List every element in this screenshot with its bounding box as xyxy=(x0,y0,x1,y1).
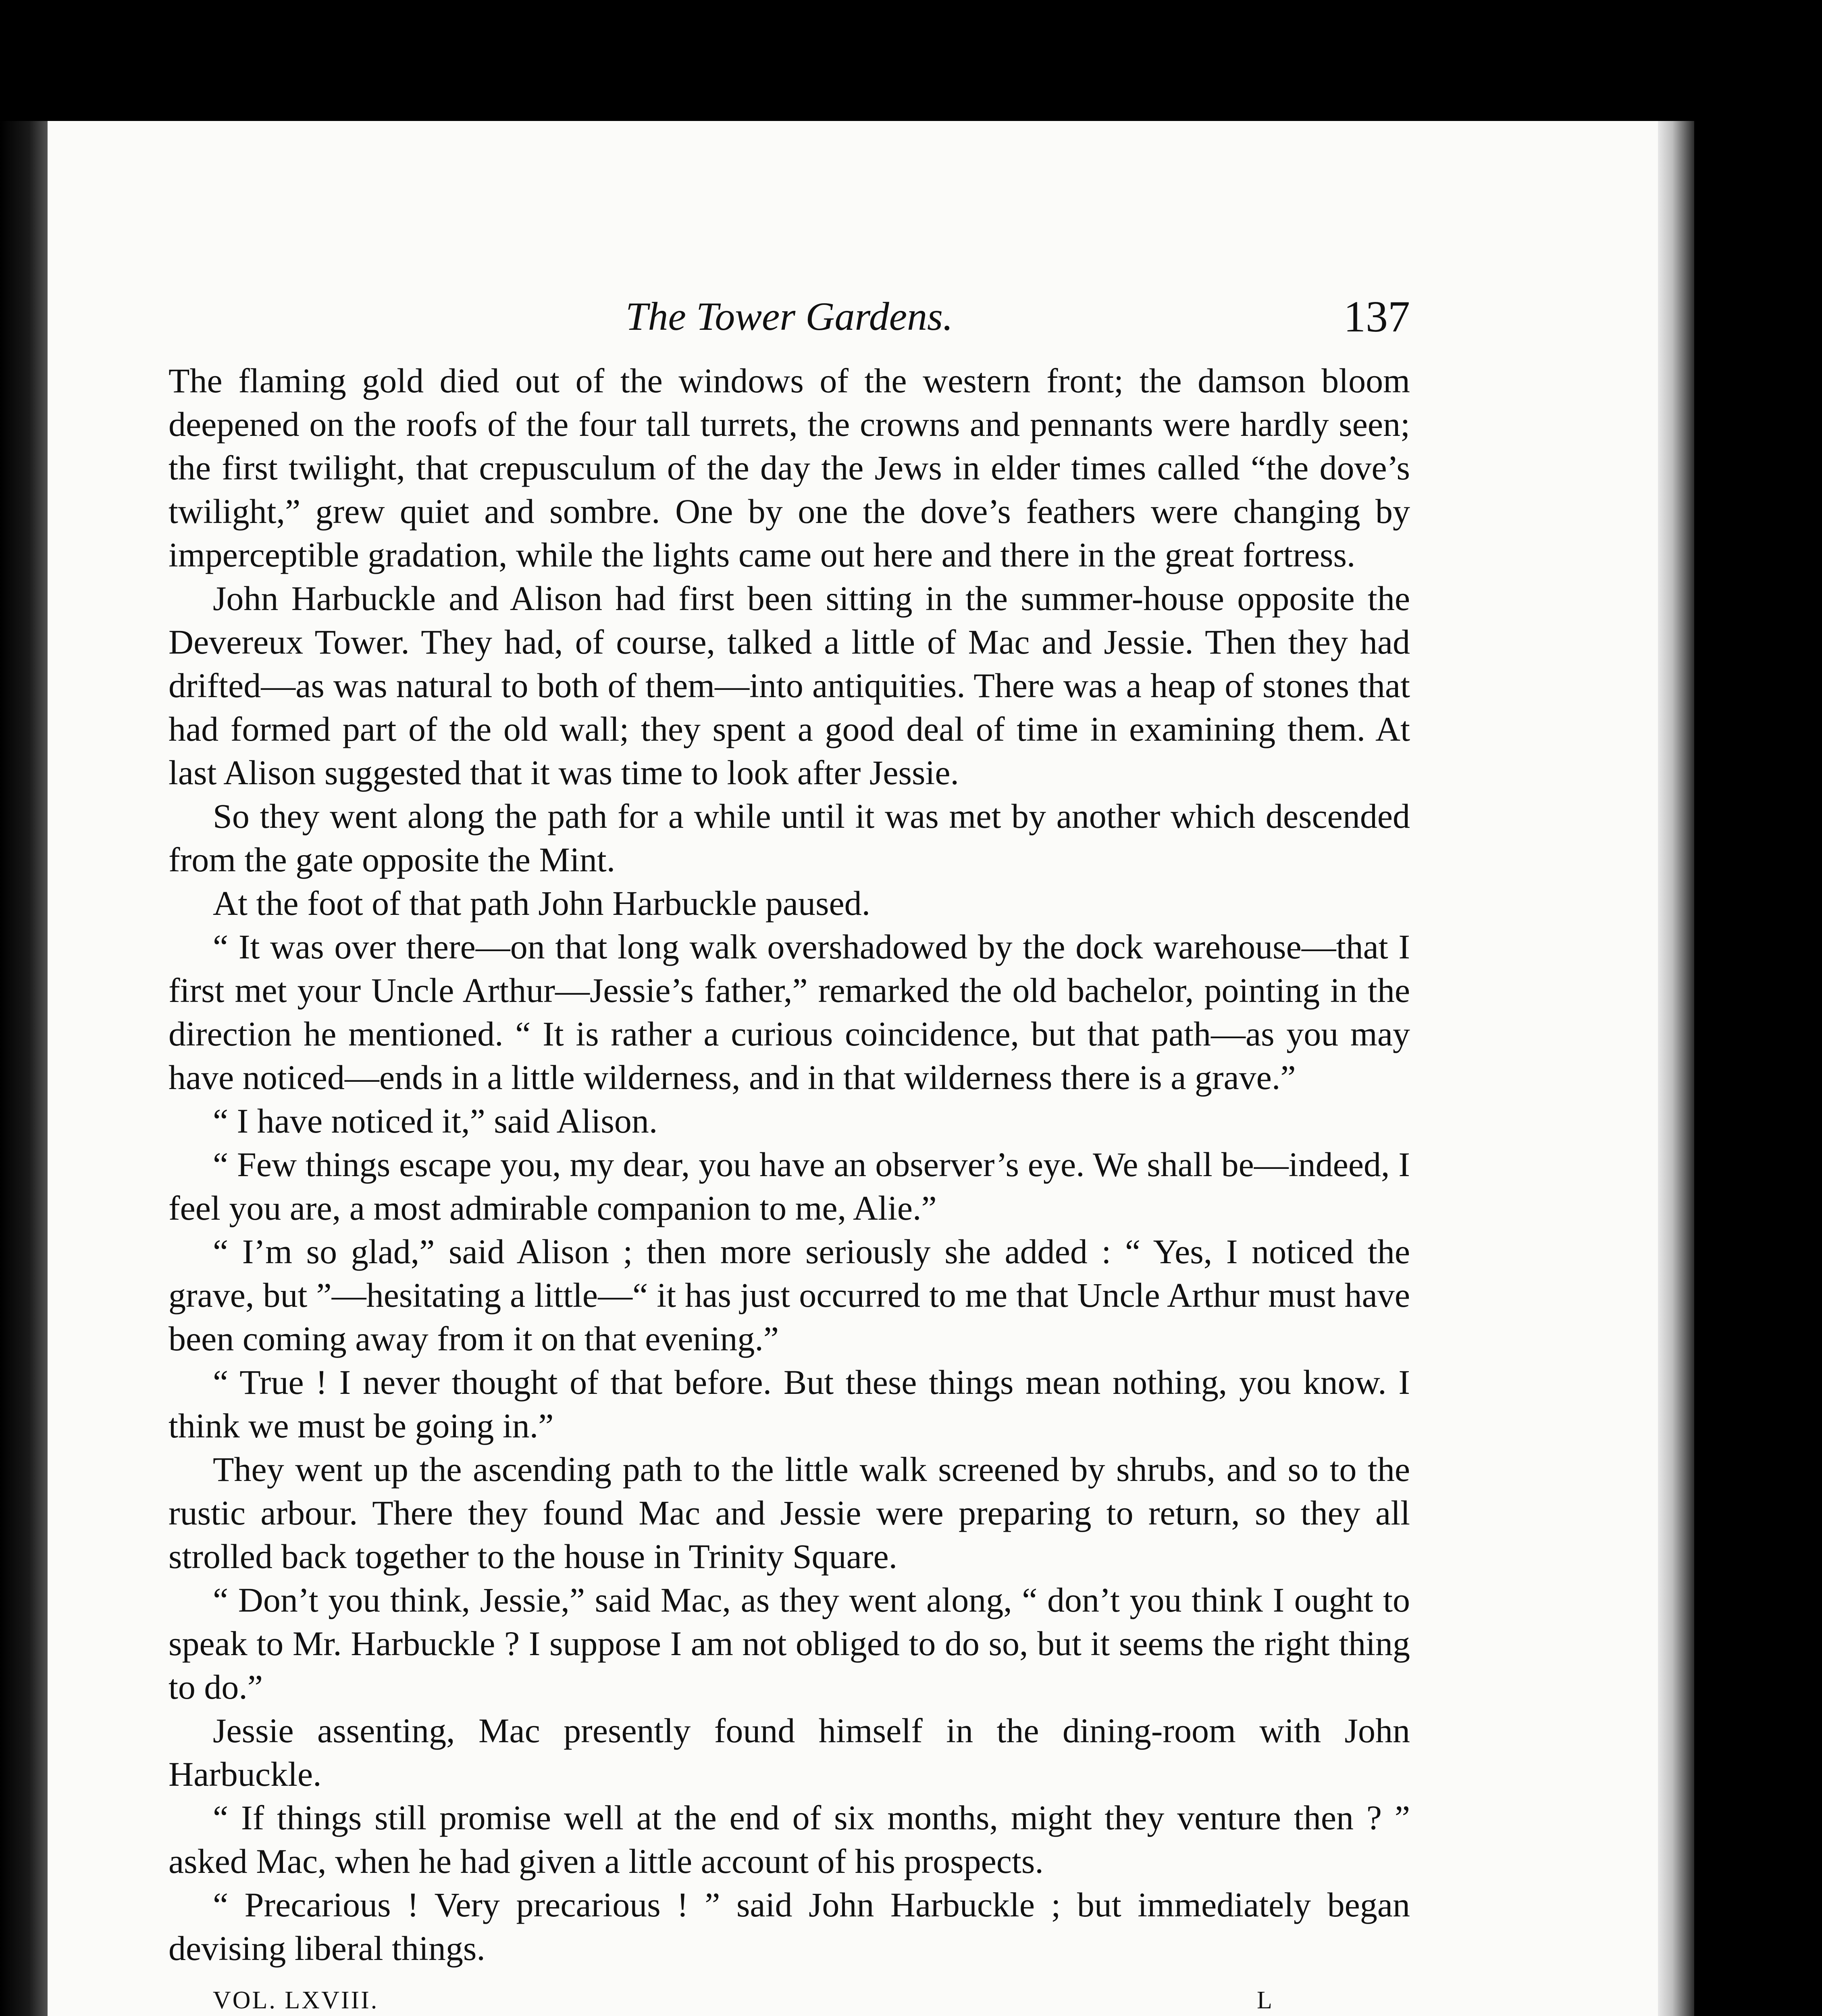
paragraph: “ It was over there—on that long walk overshadowed by the dock warehouse—that I first met your Uncle Arthur—Jessie’s father,” remarked the old bachelor, pointing in the direction he mentioned. “ It is rather a curious coincidence, but that path—as you may have noticed—ends in a little wilderness, and in that wilderness there is a grave.” xyxy=(168,927,1410,1097)
volume-label: VOL. LXVIII. xyxy=(213,1987,379,2014)
page-edge xyxy=(1658,121,1694,2016)
paragraph: Jessie assenting, Mac presently found himself in the dining-room with John Harbuckle. xyxy=(168,1711,1410,1793)
paragraph: “ Few things escape you, my dear, you have an observer’s eye. We shall be—indeed, I feel you are, a most admirable companion to me, Alie.” xyxy=(168,1145,1410,1227)
paragraph: John Harbuckle and Alison had first been sitting in the summer-house opposite the Devereux Tower. They had, of course, talked a little of Mac and Jessie. Then they had drifted—as was natural to both of them—into antiquities. There was a heap of stones that had formed part of the old wall; they spent a good deal of time in examining them. At last Alison suggested that it was time to look after Jessie. xyxy=(168,579,1410,792)
paragraph: So they went along the path for a while until it was met by another which descended from the gate opposite the Mint. xyxy=(168,797,1410,879)
paragraph: “ I have noticed it,” said Alison. xyxy=(213,1102,658,1140)
paragraph: At the foot of that path John Harbuckle paused. xyxy=(213,884,871,923)
paragraph: “ If things still promise well at the end of six months, might they venture then ? ” asked Mac, when he had given a little account of his prospects. xyxy=(168,1798,1410,1881)
page-text-block xyxy=(168,286,1410,2016)
running-title: The Tower Gardens. xyxy=(625,294,953,339)
signature-mark: L xyxy=(1257,1987,1274,2014)
signature-line xyxy=(168,1986,1410,2016)
paragraph: “ True ! I never thought of that before. But these things mean nothing, you know. I think we must be going in.” xyxy=(168,1363,1410,1445)
book-page xyxy=(48,121,1658,2016)
body-text xyxy=(168,359,1410,1970)
running-head xyxy=(168,286,1410,347)
paragraph: “ Don’t you think, Jessie,” said Mac, as they went along, “ don’t you think I ought to speak to Mr. Harbuckle ? I suppose I am not obliged to do so, but it seems the right thing to do.” xyxy=(168,1581,1410,1706)
paragraph: They went up the ascending path to the little walk screened by shrubs, and so to the rustic arbour. There they found Mac and Jessie were preparing to return, so they all strolled back together to the house in Trinity Square. xyxy=(168,1450,1410,1576)
page-number: 137 xyxy=(1344,292,1410,341)
paragraph: “ Precarious ! Very precarious ! ” said John Harbuckle ; but immediately began devising liberal things. xyxy=(168,1885,1410,1968)
binding-shadow xyxy=(0,121,48,2016)
paragraph: “ I’m so glad,” said Alison ; then more seriously she added : “ Yes, I noticed the grave, but ”—hesitating a little—“ it has just occurred to me that Uncle Arthur must have been coming away from it on that evening.” xyxy=(168,1232,1410,1358)
paragraph: The flaming gold died out of the windows of the western front; the damson bloom deepened on the roofs of the four tall turrets, the crowns and pennants were hardly seen; the first twilight, that crepusculum of the day the Jews in elder times called “the dove’s twilight,” grew quiet and sombre. One by one the dove’s feathers were changing by imperceptible gradation, while the lights came out here and there in the great fortress. xyxy=(168,361,1410,574)
